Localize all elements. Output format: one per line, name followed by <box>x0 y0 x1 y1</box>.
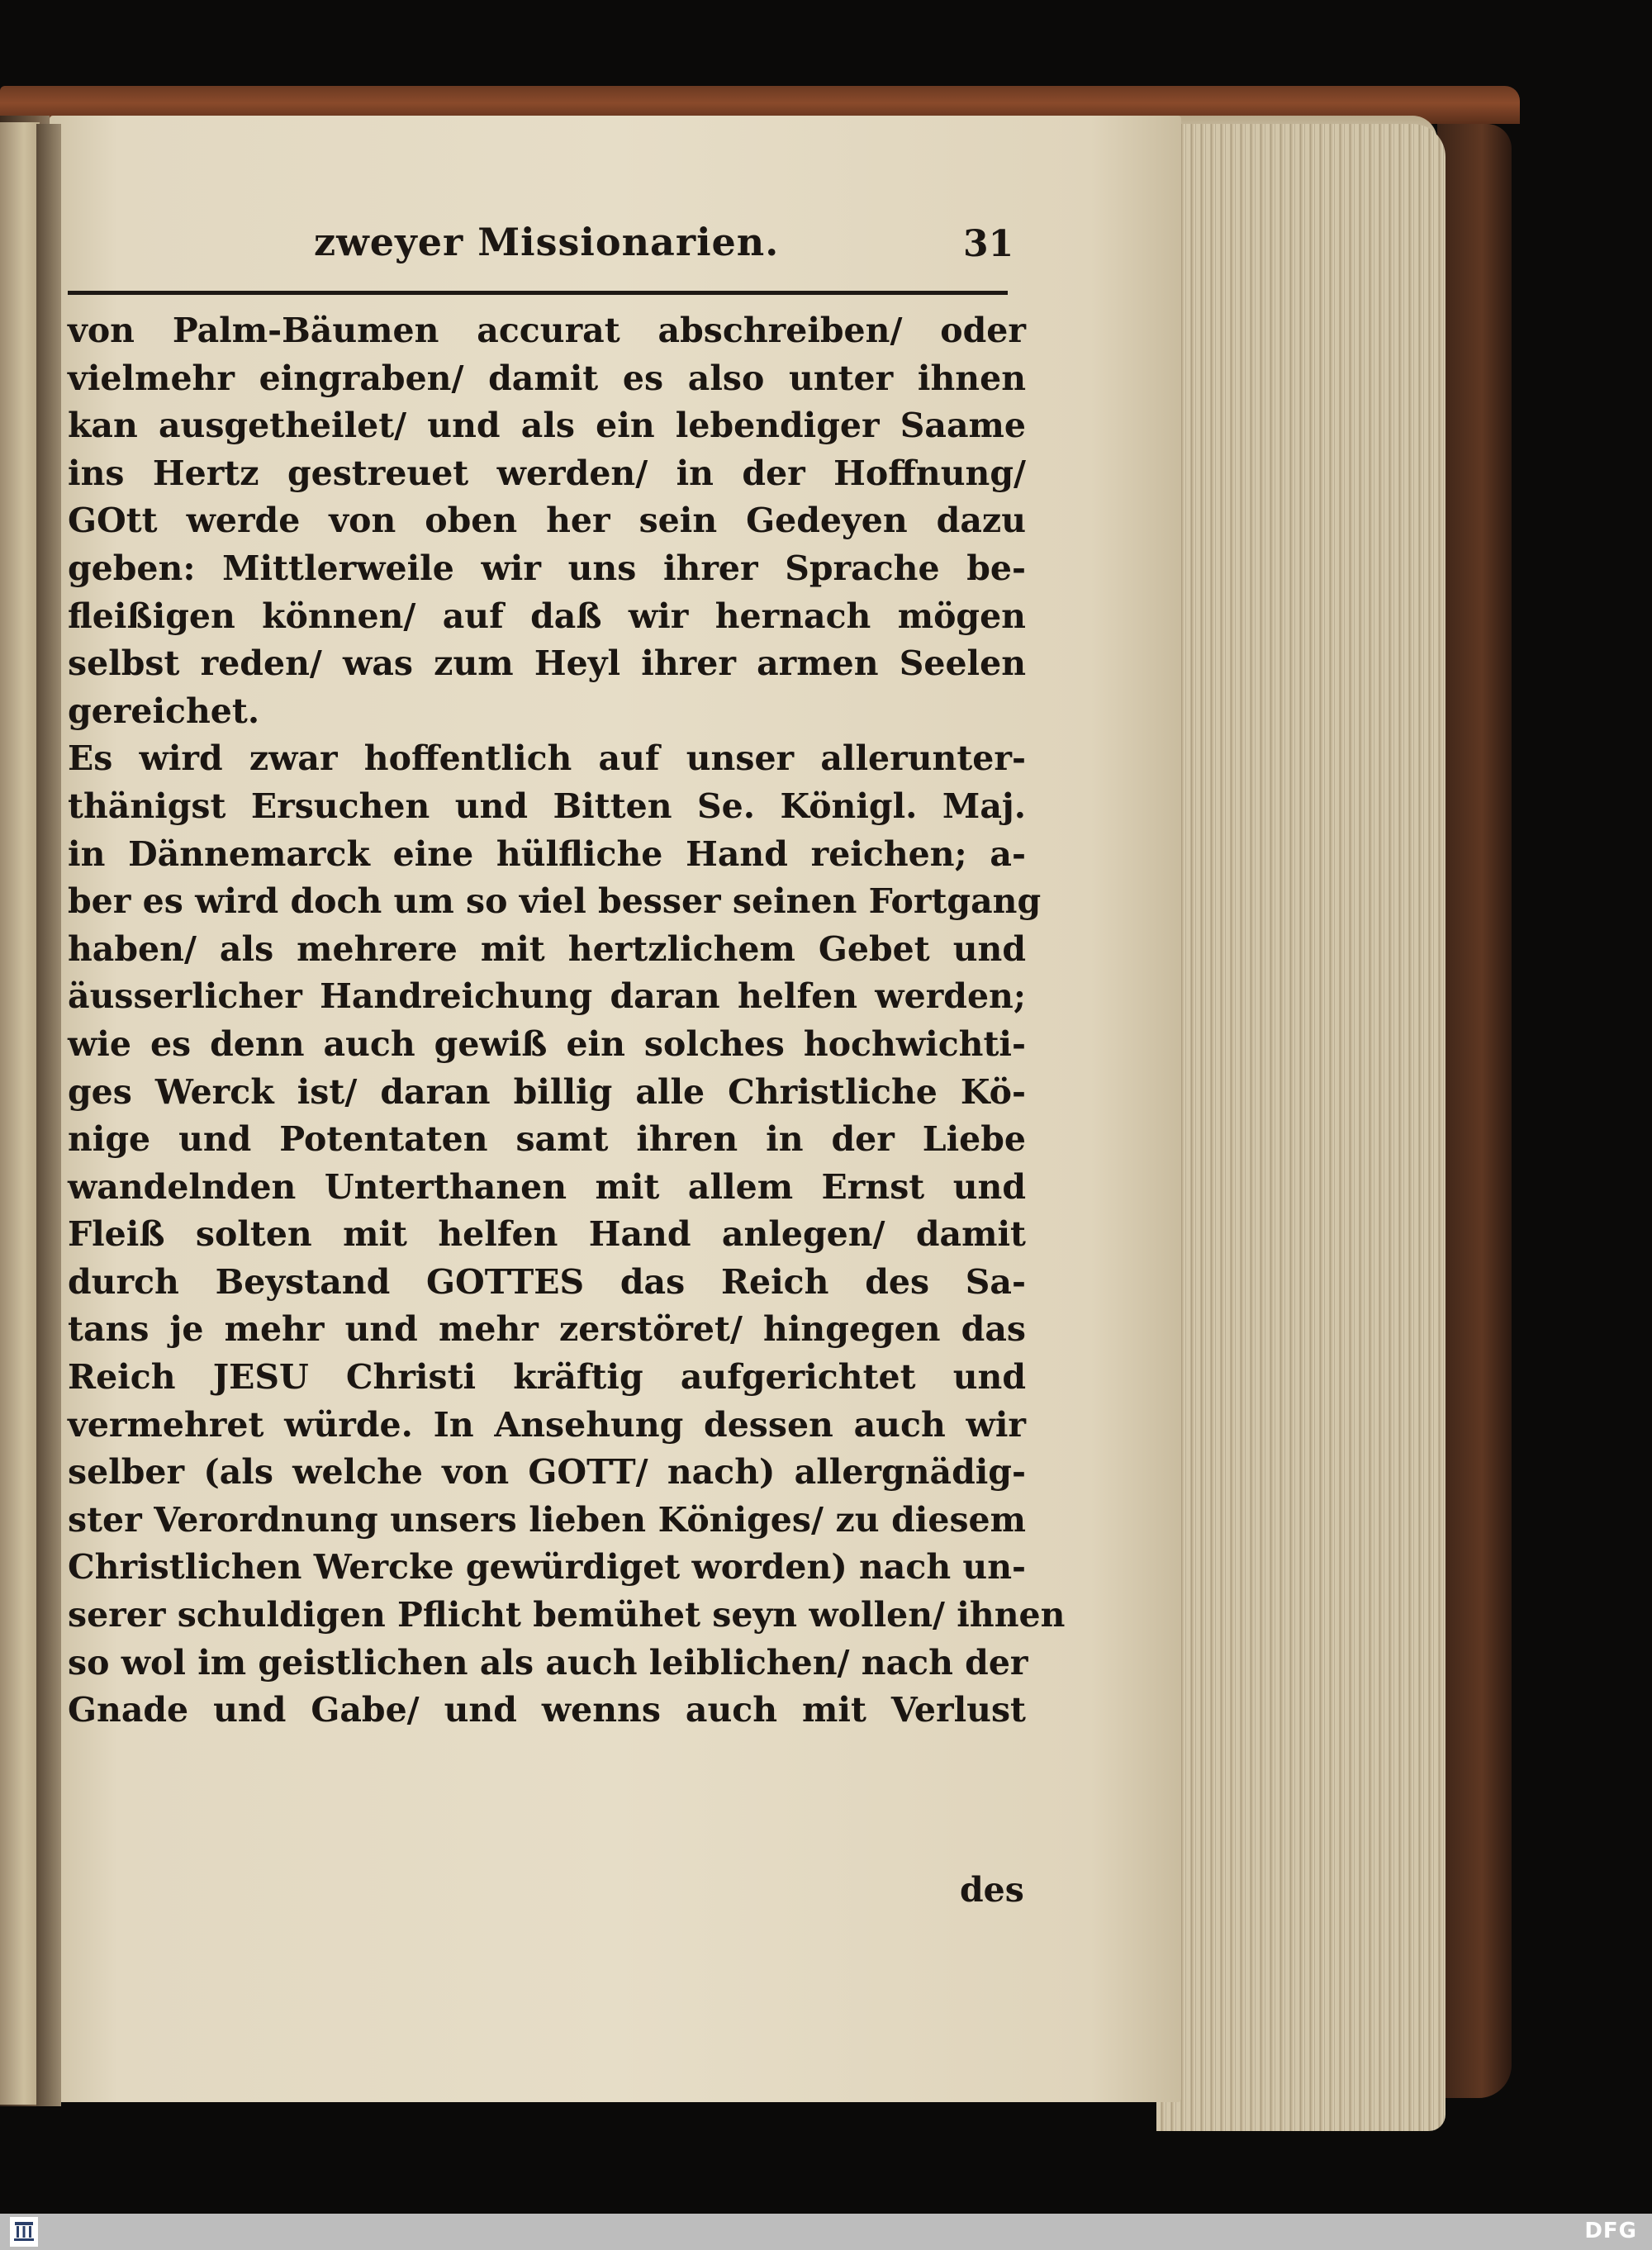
catchword: des <box>960 1870 1024 1910</box>
page-fore-edge-stack <box>1156 124 1446 2131</box>
text-line: wie es denn auch gewiß ein solches hochwichti- <box>68 1023 1026 1064</box>
running-head: zweyer Missionarien. <box>314 220 780 264</box>
text-line: durch Beystand GOTTES das Reich des Sa- <box>68 1261 1026 1302</box>
book-gutter <box>36 124 61 2106</box>
header-rule <box>68 291 1008 295</box>
text-line: GOtt werde von oben her sein Gedeyen dazu <box>68 501 1026 541</box>
text-line: gereichet. <box>68 691 260 731</box>
text-line: tans je mehr und mehr zerstöret/ hingegen das <box>68 1309 1026 1350</box>
text-line: äusserlicher Handreichung daran helfen werden; <box>68 976 1026 1017</box>
text-line: selbst reden/ was zum Heyl ihrer armen Seelen <box>68 643 1026 684</box>
text-line: fleißigen können/ auf daß wir hernach mögen <box>68 596 1026 636</box>
text-line: geben: Mittlerweile wir uns ihrer Sprache be- <box>68 548 1026 588</box>
text-line: so wol im geistlichen als auch leiblichen/ nach der <box>68 1642 1028 1683</box>
text-line: Christlichen Wercke gewürdiget worden) nach un- <box>68 1547 1027 1588</box>
text-line: selber (als welche von GOTT/ nach) allergnädig- <box>68 1452 1026 1493</box>
text-line: Fleiß solten mit helfen Hand anlegen/ damit <box>68 1214 1026 1255</box>
text-line: wandelnden Unterthanen mit allem Ernst und <box>68 1166 1026 1207</box>
text-line: vielmehr eingraben/ damit es also unter ihnen <box>68 358 1026 398</box>
text-line: Reich JESU Christi kräftig aufgerichtet und <box>68 1357 1026 1398</box>
text-line: vermehret würde. In Ansehung dessen auch wir <box>68 1404 1026 1445</box>
text-line: Es wird zwar hoffentlich auf unser allerunter- <box>68 738 1026 779</box>
text-line: serer schuldigen Pflicht bemühet seyn wollen/ ihnen <box>68 1595 1066 1635</box>
text-line: ster Verordnung unsers lieben Königes/ zu diesem <box>68 1499 1026 1540</box>
page-number: 31 <box>963 223 1014 265</box>
dfg-logo: DFG <box>1584 2219 1637 2243</box>
viewer-footer-bar <box>0 2214 1652 2250</box>
text-line: thänigst Ersuchen und Bitten Se. Königl. Maj. <box>68 786 1026 826</box>
text-line: haben/ als mehrere mit hertzlichem Gebet und <box>68 928 1026 969</box>
book-cover-right-edge <box>1437 124 1512 2098</box>
text-line: kan ausgetheilet/ und als ein lebendiger Saame <box>68 406 1026 446</box>
text-line: ber es wird doch um so viel besser seinen Fortgang <box>68 881 1042 922</box>
facing-page-sliver <box>0 122 40 2105</box>
text-line: Gnade und Gabe/ und wenns auch mit Verlust <box>68 1690 1026 1730</box>
text-line: in Dännemarck eine hülfliche Hand reichen; a- <box>68 833 1026 874</box>
text-line: ges Werck ist/ daran billig alle Christliche Kö- <box>68 1071 1026 1112</box>
text-line: ins Hertz gestreuet werden/ in der Hoffnung/ <box>68 453 1026 493</box>
page-body-text <box>68 307 1066 1735</box>
text-line: von Palm-Bäumen accurat abschreiben/ oder <box>68 311 1026 350</box>
library-logo-icon <box>10 2217 38 2247</box>
text-line: nige und Potentaten samt ihren in der Liebe <box>68 1119 1026 1160</box>
